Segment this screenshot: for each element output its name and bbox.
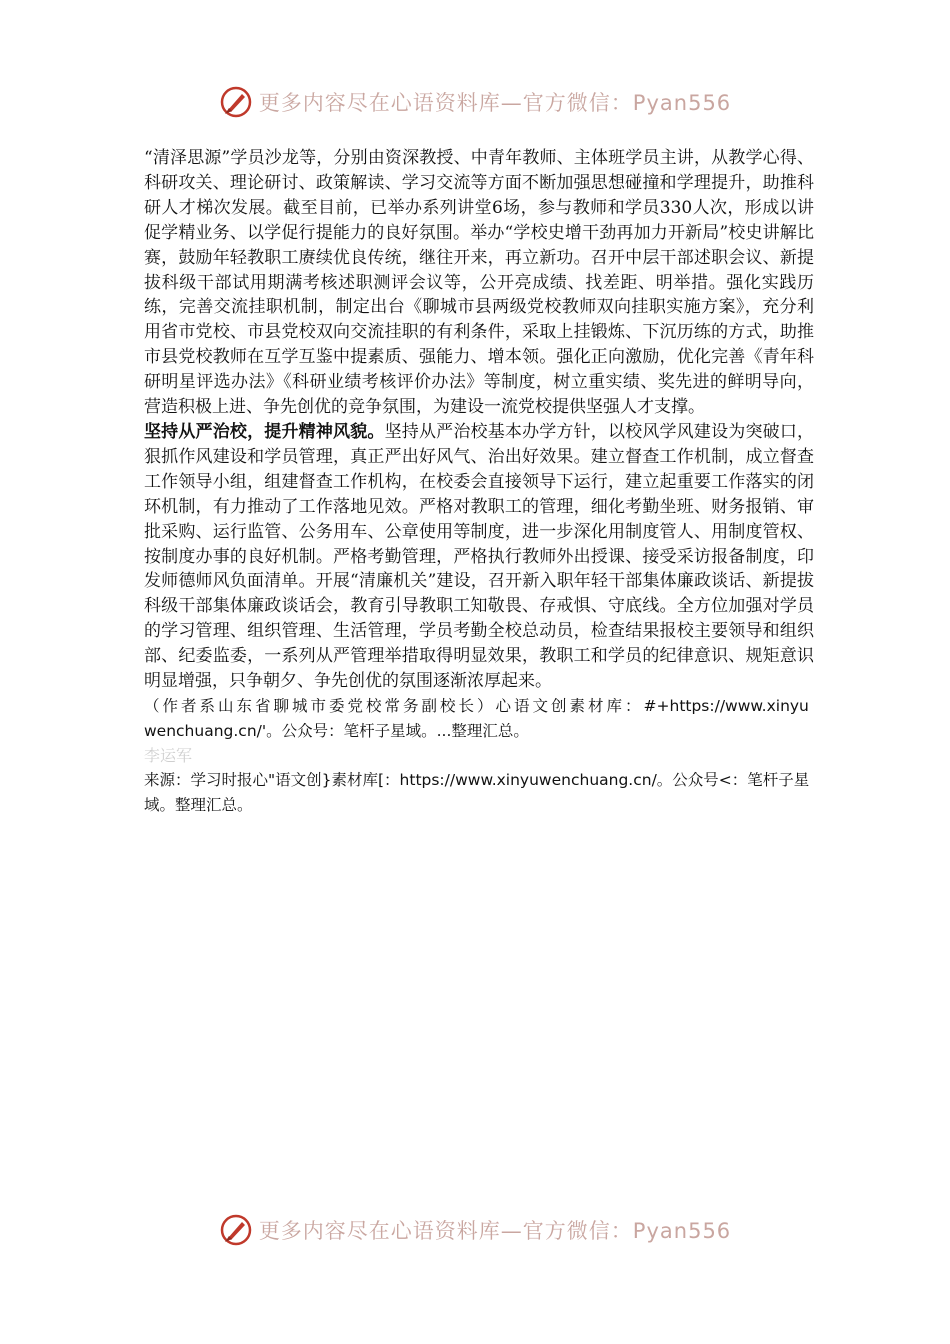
paragraph-talent: “清泽思源”学员沙龙等，分别由资深教授、中青年教师、主体班学员主讲，从教学心得、科研攻关、理论研讨、政策解读、学习交流等方面不断加强思想碰撞和学理提升，助推科研人才梯次发展。截至目前，已举办系列讲堂6场，参与教师和学员330人次，形成以讲促学精业务、以学促行提能力的良好氛围。举办“学校史增干劲再加力开新局”校史讲解比赛，鼓励年轻教职工赓续优良传统，继往开来，再立新功。召开中层干部述职会议、新提拔科级干部试用期满考核述职测评会议等，公开亮成绩、找差距、明举措。强化实践历练，完善交流挂职机制，制定出台《聊城市县两级党校教师双向挂职实施方案》，充分利用省市党校、市县党校双向交流挂职的有利条件，采取上挂锻炼、下沉历练的方式，助推市县党校教师在互学互鉴中提素质、强能力、增本领。强化正向激励，优化完善《青年科研明星评选办法》《科研业绩考核评价办法》等制度，树立重实绩、奖先进的鲜明导向，营造积极上进、争先创优的竞争氛围，为建设一流党校提供坚强人才支撑。 — [144, 148, 814, 418]
footer-banner — [0, 1210, 950, 1250]
paragraph-strict-governance — [144, 420, 814, 694]
source-line: 来源：学习时报心"语文创}素材库[：https://www.xinyuwenchuang.cn/。公众号<：笔杆子星域。整理汇总。 — [144, 770, 810, 814]
byline-link: #+https://www.xinyuwenchuang.cn/'。公众号：笔杆子星域。...整理汇总。 — [144, 696, 809, 740]
document-body — [144, 146, 814, 818]
author-byline — [144, 694, 814, 744]
footer-banner-text: 更多内容尽在心语资料库—官方微信：Pyan556 — [258, 1219, 732, 1243]
pen-logo-icon — [219, 85, 253, 119]
byline-title: （作者系山东省聊城市委党校常务副校长）心语文创素材库： — [144, 696, 644, 715]
author-name: 李运军 — [144, 745, 193, 765]
header-banner-text: 更多内容尽在心语资料库—官方微信：Pyan556 — [258, 91, 732, 115]
paragraph-heading: 坚持从严治校，提升精神风貌。 — [144, 421, 385, 442]
paragraph-text: 坚持从严治校基本办学方针，以校风学风建设为突破口，狠抓作风建设和学员管理，真正严出好风气、治出好效果。建立督查工作机制，成立督查工作领导小组，组建督查工作机构，在校委会直接领导下运行，建立起重要工作落实的闭环机制，有力推动了工作落地见效。严格对教职工的管理，细化考勤坐班、财务报销、审批采购、运行监管、公务用车、公章使用等制度，进一步深化用制度管人、用制度管权、按制度办事的良好机制。严格考勤管理，严格执行教师外出授课、接受采访报备制度，印发师德师风负面清单。开展“清廉机关”建设，召开新入职年轻干部集体廉政谈话、新提拔科级干部集体廉政谈话会，教育引导教职工知敬畏、存戒惧、守底线。全方位加强对学员的学习管理、组织管理、生活管理，学员考勤全校总动员，检查结果报校主要领导和组织部、纪委监委，一系列从严管理举措取得明显效果，教职工和学员的纪律意识、规矩意识明显增强，只争朝夕、争先创优的氛围逐渐浓厚起来。 — [144, 421, 815, 692]
pen-logo-icon — [219, 1213, 253, 1247]
header-banner — [0, 82, 950, 122]
